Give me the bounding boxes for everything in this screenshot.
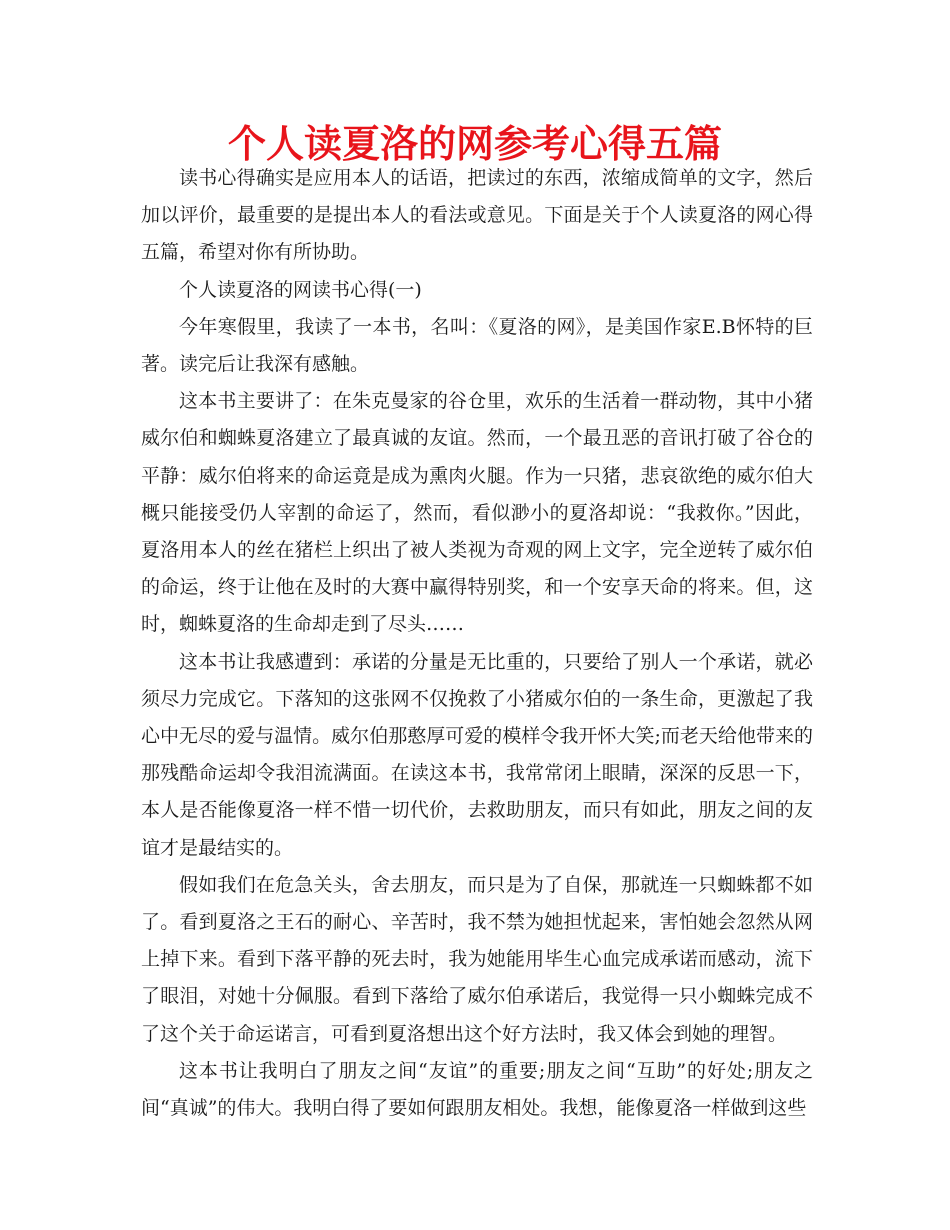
body-paragraph: 假如我们在危急关头，舍去朋友，而只是为了自保，那就连一只蜘蛛都不如了。看到夏洛之王石的耐心、辛苦时，我不禁为她担忧起来，害怕她会忽然从网上掉下来。看到下落平静的死去时，我为她能用毕生心血完成承诺而感动，流下了眼泪，对她十分佩服。看到下落给了威尔伯承诺后，我觉得一只小蜘蛛完成不了这个关于命运诺言，可看到夏洛想出这个好方法时，我又体会到她的理智。	[141, 873, 813, 1045]
section-heading: 个人读夏洛的网读书心得(一)	[179, 278, 422, 301]
document-body	[141, 160, 813, 1127]
body-paragraph: 这本书让我感遭到：承诺的分量是无比重的，只要给了别人一个承诺，就必须尽力完成它。下落知的这张网不仅挽救了小猪威尔伯的一条生命，更激起了我心中无尽的爱与温情。威尔伯那憨厚可爱的模样令我开怀大笑;而老天给他带来的那残酷命运却令我泪流满面。在读这本书，我常常闭上眼睛，深深的反思一下，本人是否能像夏洛一样不惜一切代价，去救助朋友，而只有如此，朋友之间的友谊才是最结实的。	[141, 650, 813, 859]
intro-paragraph: 读书心得确实是应用本人的话语，把读过的东西，浓缩成简单的文字，然后加以评价，最重要的是提出本人的看法或意见。下面是关于个人读夏洛的网心得五篇，希望对你有所协助。	[141, 167, 813, 264]
document-title: 个人读夏洛的网参考心得五篇	[227, 122, 722, 166]
body-paragraph: 今年寒假里，我读了一本书，名叫：《夏洛的网》，是美国作家E.B怀特的巨著。读完后让我深有感触。	[141, 315, 813, 376]
body-paragraph: 这本书主要讲了：在朱克曼家的谷仓里，欢乐的生活着一群动物，其中小猪威尔伯和蜘蛛夏洛建立了最真诚的友谊。然而，一个最丑恶的音讯打破了谷仓的平静：威尔伯将来的命运竟是成为熏肉火腿。作为一只猪，悲哀欲绝的威尔伯大概只能接受仍人宰割的命运了，然而，看似渺小的夏洛却说：“我救你。”因此，夏洛用本人的丝在猪栏上织出了被人类视为奇观的网上文字，完全逆转了威尔伯的命运，终于让他在及时的大赛中赢得特别奖，和一个安享天命的将来。但，这时，蜘蛛夏洛的生命却走到了尽头……	[141, 390, 813, 636]
body-paragraph: 这本书让我明白了朋友之间“友谊”的重要;朋友之间“互助”的好处;朋友之间“真诚”的伟大。我明白得了要如何跟朋友相处。我想，能像夏洛一样做到这些	[141, 1059, 813, 1120]
